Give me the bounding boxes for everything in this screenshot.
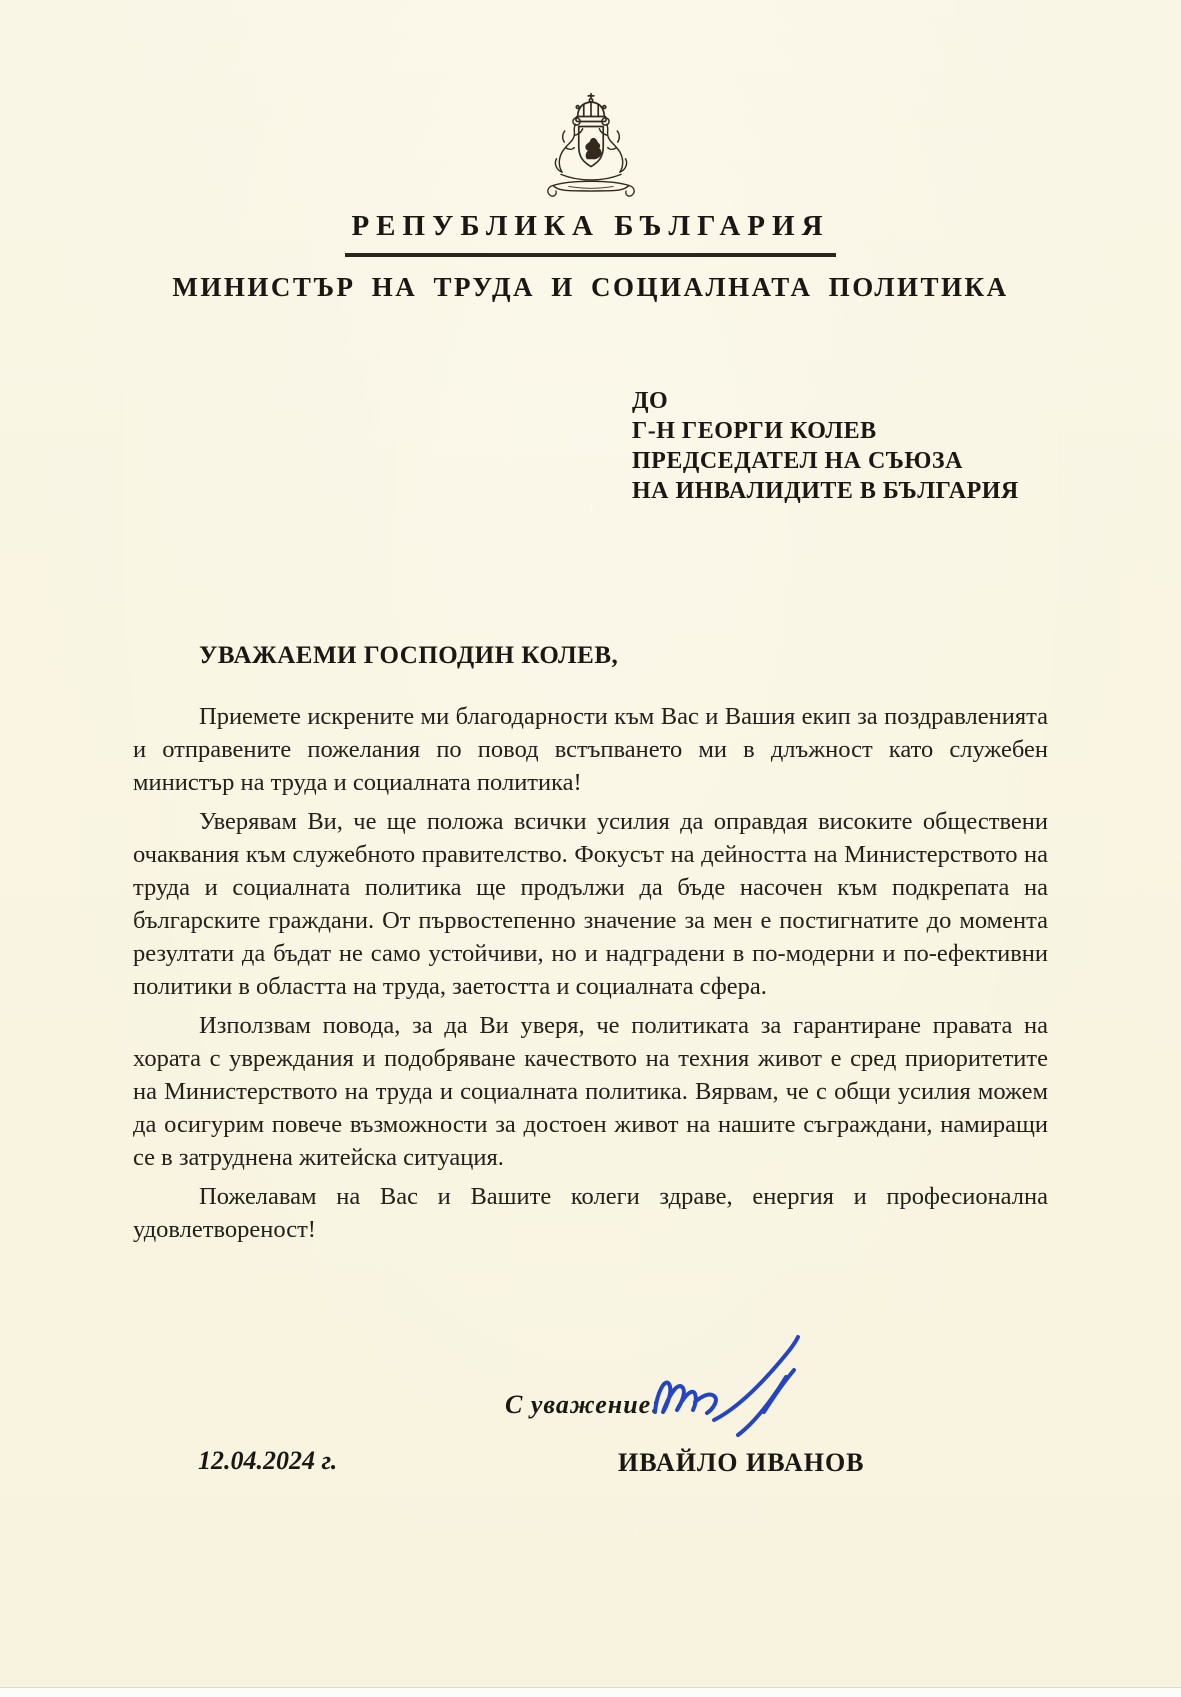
recipient-line: Г-Н ГЕОРГИ КОЛЕВ	[632, 418, 877, 444]
letter-body	[133, 700, 1048, 1252]
handwritten-signature-icon	[648, 1332, 820, 1448]
signer-name: ИВАЙЛО ИВАНОВ	[618, 1448, 865, 1477]
republic-title-text: РЕПУБЛИКА БЪЛГАРИЯ	[345, 210, 835, 257]
body-paragraph: Използвам повода, за да Ви уверя, че политиката за гарантиране правата на хората с увреждания и подобряване качеството на техния живот е сред приоритетите на Министерството на труда и социалната политика. Вярвам, че с общи усилия можем да осигурим повече възможности за достоен живот на нашите съграждани, намиращи се в затруднена житейска ситуация.	[133, 1012, 1048, 1171]
body-paragraph: Уверявам Ви, че ще положа всички усилия да оправдая високите обществени очаквания към служебното правителство. Фокусът на дейността на Министерството на труда и социалната политика ще продължи да бъде насочен към подкрепата на българските граждани. От първостепенно значение за мен е постигнатите до момента резултати да бъдат не само устойчиви, но и надградени в по-модерни и по-ефективни политики в областта на труда, заетостта и социалната сфера.	[133, 808, 1048, 1000]
bulgaria-coat-of-arms-icon	[529, 92, 653, 220]
recipient-line: НА ИНВАЛИДИТЕ В БЪЛГАРИЯ	[632, 478, 1019, 504]
ministry-title: МИНИСТЪР НА ТРУДА И СОЦИАЛНАТА ПОЛИТИКА	[172, 272, 1009, 302]
date-text: 12.04.2024 г.	[198, 1446, 338, 1475]
scan-edge	[0, 1687, 1181, 1697]
body-paragraph: Приемете искрените ми благодарности към Вас и Вашия екип за поздравленията и отправените пожелания по повод встъпването ми в длъжност като служебен министър на труда и социалната политика!	[133, 703, 1048, 796]
republic-title	[0, 210, 1181, 257]
recipient-line: ПРЕДСЕДАТЕЛ НА СЪЮЗА	[632, 448, 963, 474]
body-paragraph: Пожелавам на Вас и Вашите колеги здраве, енергия и професионална удовлетвореност!	[133, 1183, 1048, 1243]
closing-label: С уважение:	[505, 1390, 661, 1419]
recipient-line: ДО	[632, 388, 669, 414]
salutation: УВАЖАЕМИ ГОСПОДИН КОЛЕВ,	[199, 642, 619, 669]
recipient-block	[632, 386, 1019, 506]
